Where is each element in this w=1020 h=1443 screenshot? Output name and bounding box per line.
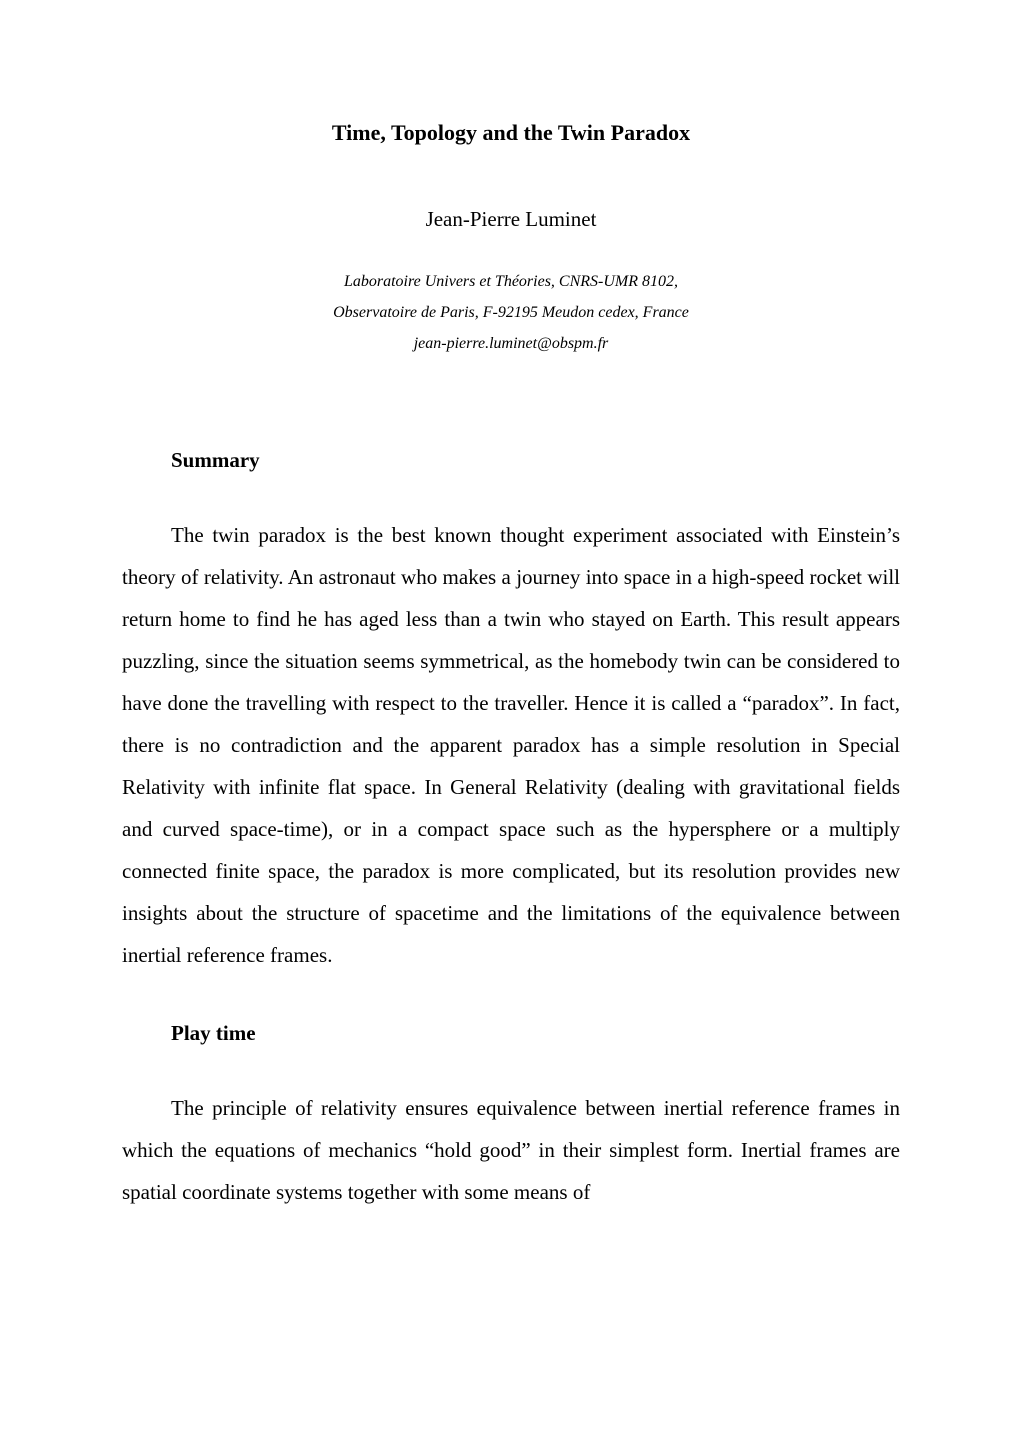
paper-title: Time, Topology and the Twin Paradox: [331, 120, 691, 145]
play-time-paragraph: The principle of relativity ensures equivalence between inertial reference frames in which the equations of mechanics “hold good” in their simplest form. Inertial frames are spatial coordinate systems together with some means of: [122, 1096, 900, 1204]
affiliation-line-lab: Laboratoire Univers et Théories, CNRS-UMR 8102,: [343, 273, 679, 290]
author-name: Jean-Pierre Luminet: [425, 207, 597, 231]
section-heading-play-time: Play time: [171, 1021, 256, 1045]
summary-paragraph: The twin paradox is the best known thought experiment associated with Einstein’s theory of relativity. An astronaut who makes a journey into space in a high-speed rocket will return home to find he has aged less than a twin who stayed on Earth. This result appears puzzling, since the situation seems symmetrical, as the homebody twin can be considered to have done the travelling with respect to the traveller. Hence it is called a “paradox”. In fact, there is no contradiction and the apparent paradox has a simple resolution in Special Relativity with infinite flat space. In General Relativity (dealing with gravitational fields and curved space-time), or in a compact space such as the hypersphere or a multiply connected finite space, the paradox is more complicated, but its resolution provides new insights about the structure of spacetime and the limitations of the equivalence between inertial reference frames.: [122, 523, 900, 967]
section-heading-summary: Summary: [171, 448, 260, 472]
affiliation-block: [122, 266, 900, 359]
affiliation-line-email: jean-pierre.luminet@obspm.fr: [413, 335, 609, 352]
affiliation-line-observatory: Observatoire de Paris, F-92195 Meudon cedex, France: [333, 304, 689, 321]
